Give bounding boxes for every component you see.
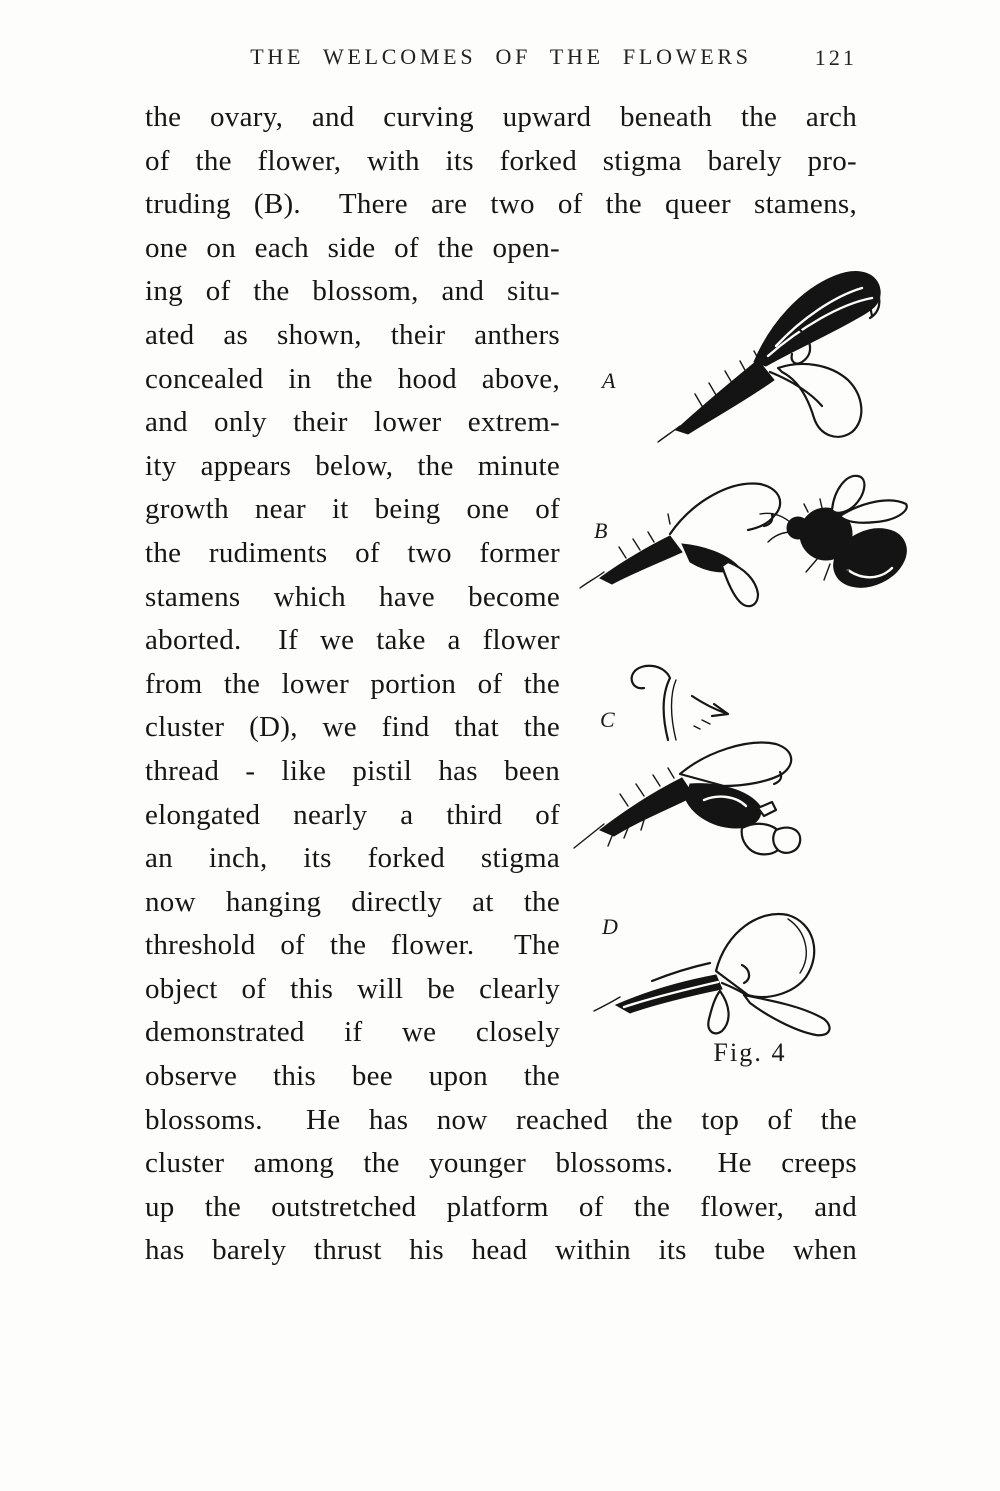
text-line: threshold of the flower. The bbox=[145, 929, 560, 962]
text-line: now hanging directly at the bbox=[145, 885, 560, 918]
flower-d-illustration bbox=[592, 903, 837, 1045]
flower-b-and-bee-illustration bbox=[578, 466, 910, 614]
text-line: growth near it being one of bbox=[145, 493, 560, 526]
text-line: elongated nearly a third of bbox=[145, 798, 560, 831]
text-line: ated as shown, their anthers bbox=[145, 318, 560, 351]
text-line: observe this bee upon the bbox=[145, 1060, 560, 1093]
text-line: concealed in the hood above, bbox=[145, 362, 560, 395]
text-line: has barely thrust his head within its tube when bbox=[145, 1234, 857, 1267]
text-line: ity appears below, the minute bbox=[145, 449, 560, 482]
text-line: stamens which have become bbox=[145, 580, 560, 613]
text-line: blossoms. He has now reached the top of the bbox=[145, 1103, 857, 1136]
text-line: demonstrated if we closely bbox=[145, 1016, 560, 1049]
figure-label-c: C bbox=[600, 707, 615, 732]
text-line: truding (B). There are two of the queer stamens, bbox=[145, 188, 857, 221]
bee-head bbox=[787, 517, 809, 539]
figure-label-d: D bbox=[602, 914, 618, 939]
text-line: cluster among the younger blossoms. He creeps bbox=[145, 1147, 857, 1180]
text-line: the ovary, and curving upward beneath the arch bbox=[145, 101, 857, 133]
text-line: and only their lower extrem- bbox=[145, 406, 560, 439]
figure-caption: Fig. 4 bbox=[713, 1038, 787, 1067]
text-line: an inch, its forked stigma bbox=[145, 842, 560, 875]
text-line: one on each side of the open- bbox=[145, 231, 560, 264]
running-head bbox=[145, 44, 857, 74]
text-line: of the flower, with its forked stigma barely pro- bbox=[145, 144, 857, 177]
flower-c-illustration bbox=[572, 660, 804, 857]
flower-a-illustration bbox=[650, 260, 885, 447]
text-line: aborted. If we take a flower bbox=[145, 624, 560, 657]
text-line: object of this will be clearly bbox=[145, 972, 560, 1005]
text-line: the rudiments of two former bbox=[145, 536, 560, 569]
page-number: 121 bbox=[814, 45, 857, 70]
text-line: ing of the blossom, and situ- bbox=[145, 275, 560, 308]
text-line: cluster (D), we find that the bbox=[145, 711, 560, 744]
text-line: up the outstretched platform of the flower, and bbox=[145, 1190, 857, 1223]
page-title: THE WELCOMES OF THE FLOWERS bbox=[250, 44, 752, 69]
text-line: thread - like pistil has been bbox=[145, 754, 560, 787]
text-line: from the lower portion of the bbox=[145, 667, 560, 700]
figure-label-a: A bbox=[602, 368, 616, 393]
figure-label-b: B bbox=[594, 518, 608, 543]
